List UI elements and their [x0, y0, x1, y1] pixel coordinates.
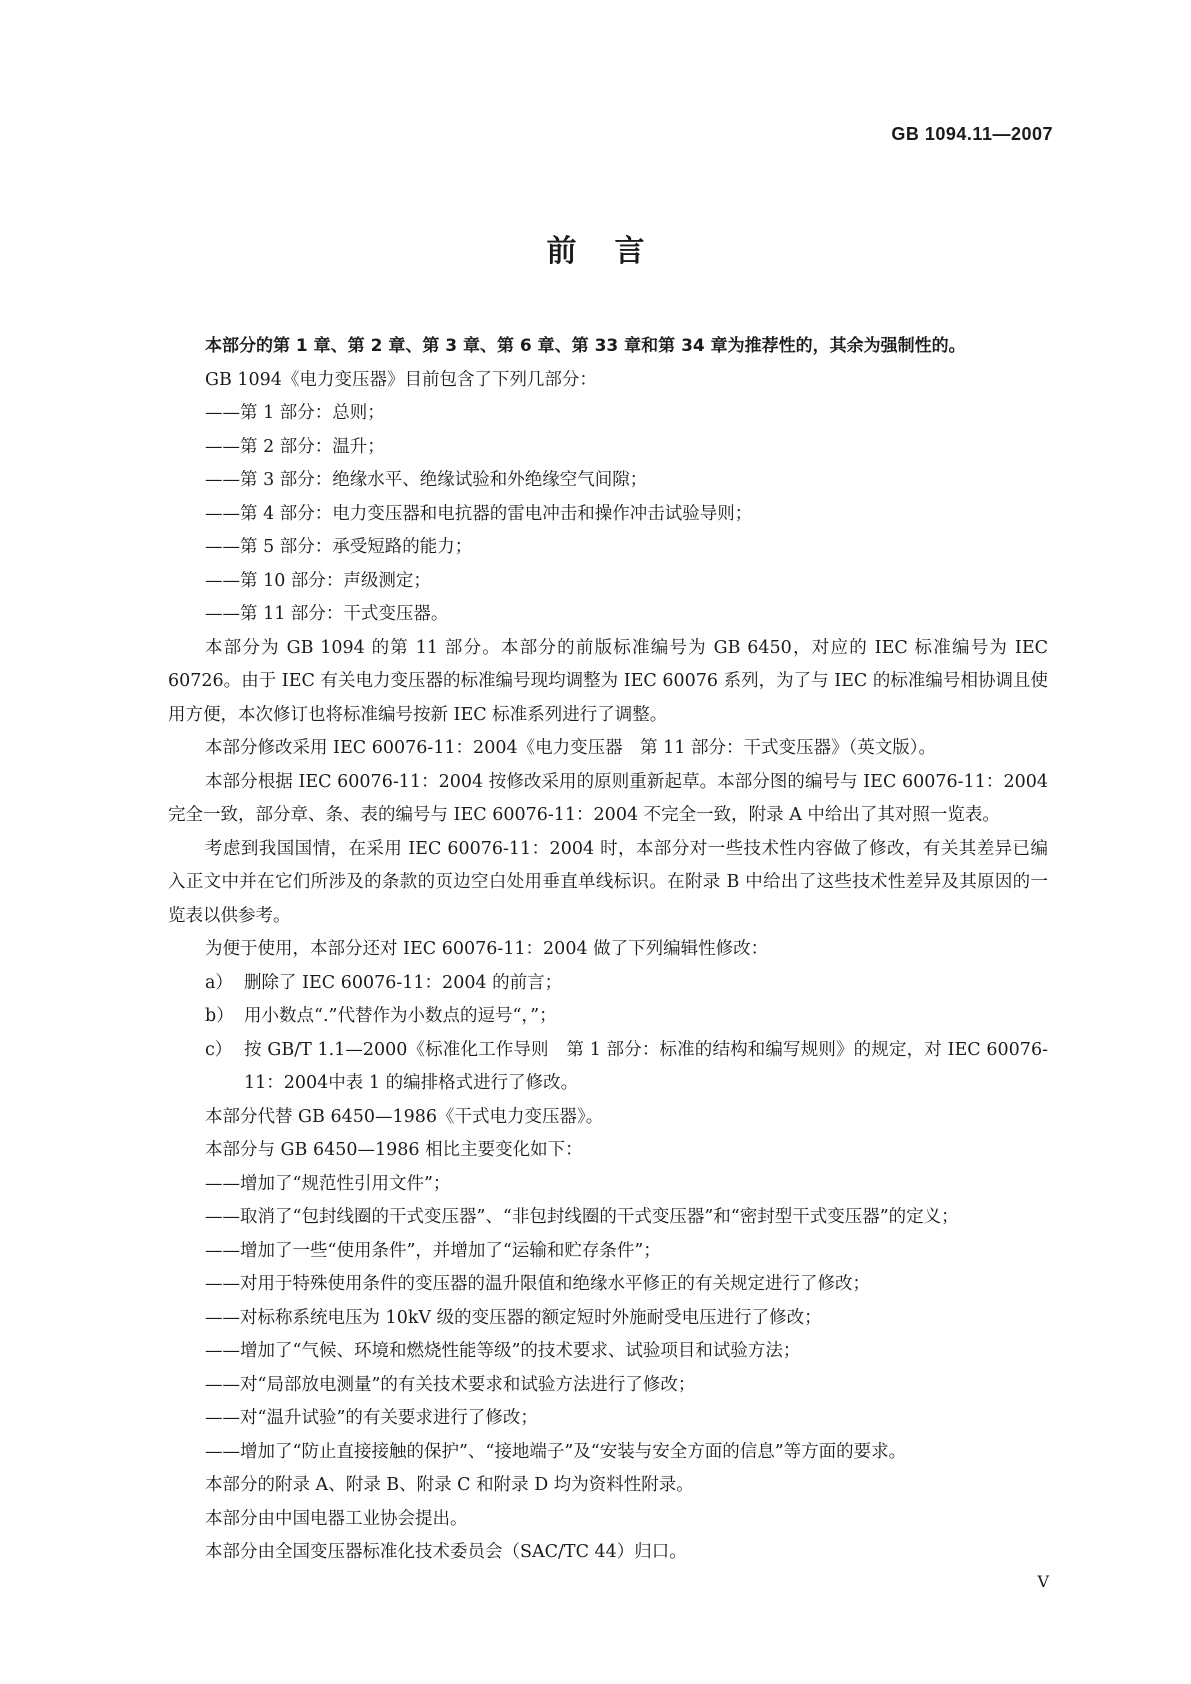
list-item: ——第 10 部分：声级测定； — [205, 570, 431, 591]
editorial-item — [168, 1034, 1048, 1101]
paragraph-annex: 本部分的附录 A、附录 B、附录 C 和附录 D 均为资料性附录。 — [205, 1475, 694, 1495]
list-item: ——增加了一些“使用条件”，并增加了“运输和贮存条件”； — [205, 1240, 661, 1261]
list-item: ——第 1 部分：总则； — [205, 403, 385, 423]
list-item: ——第 11 部分：干式变压器。 — [205, 604, 449, 624]
list-item: ——第 3 部分：绝缘水平、绝缘试验和外绝缘空气间隙； — [205, 470, 648, 490]
page-number: V — [1037, 1572, 1049, 1591]
document-number: GB 1094.11—2007 — [891, 124, 1053, 144]
paragraph-national: 考虑到我国国情，在采用 IEC 60076-11：2004 时，本部分对一些技术性内容做了修改，有关其差异已编入正文中并在它们所涉及的条款的页边空白处用垂直单线标识。在附录 B 中给出了这些技术性差异及其原因的一览表以供参考。 — [168, 838, 1048, 926]
list-item: ——增加了“防止直接接触的保护”、“接地端子”及“安装与安全方面的信息”等方面的要求。 — [205, 1441, 907, 1462]
paragraph-replace: 本部分代替 GB 6450—1986《干式电力变压器》。 — [205, 1106, 604, 1127]
parts-intro: GB 1094《电力变压器》目前包含了下列几部分： — [205, 369, 597, 390]
list-item: ——第 2 部分：温升； — [205, 436, 385, 457]
paragraph-part11: 本部分为 GB 1094 的第 11 部分。本部分的前版标准编号为 GB 6450，对应的 IEC 标准编号为 IEC 60726。由于 IEC 有关电力变压器的标准编号现均调整为 IEC 60076 系列，为了与 IEC 的标准编号相协调且使用方便，本次修订也将标准编号按新 IEC 标准系列进行了调整。 — [168, 637, 1048, 725]
page-title: 前言 — [546, 234, 683, 269]
changes-intro: 本部分与 GB 6450—1986 相比主要变化如下： — [205, 1140, 583, 1160]
list-item: ——对用于特殊使用条件的变压器的温升限值和绝缘水平修正的有关规定进行了修改； — [205, 1274, 870, 1294]
paragraph-redraft: 本部分根据 IEC 60076-11：2004 按修改采用的原则重新起草。本部分图的编号与 IEC 60076-11：2004 完全一致，部分章、条、表的编号与 IEC 60076-11：2004 不完全一致，附录 A 中给出了其对照一览表。 — [168, 771, 1048, 825]
list-item-text: 删除了 IEC 60076-11：2004 的前言； — [244, 972, 563, 993]
list-item-text: 用小数点“.”代替作为小数点的逗号“，”； — [244, 1006, 557, 1026]
list-marker: b） — [205, 1006, 234, 1026]
list-marker: a） — [205, 972, 233, 993]
list-item: ——增加了“规范性引用文件”； — [205, 1173, 451, 1194]
lead-paragraph: 本部分的第 1 章、第 2 章、第 3 章、第 6 章、第 33 章和第 34 章为推荐性的，其余为强制性的。 — [205, 336, 966, 356]
list-item: ——对“温升试验”的有关要求进行了修改； — [205, 1408, 538, 1428]
editorial-item — [168, 1000, 1048, 1034]
list-item: ——对标称系统电压为 10kV 级的变压器的额定短时外施耐受电压进行了修改； — [205, 1307, 822, 1328]
editorial-intro: 为便于使用，本部分还对 IEC 60076-11：2004 做了下列编辑性修改： — [205, 939, 769, 959]
editorial-item — [168, 967, 1048, 1001]
list-item: ——第 5 部分：承受短路的能力； — [205, 537, 473, 557]
list-item: ——增加了“气候、环境和燃烧性能等级”的技术要求、试验项目和试验方法； — [205, 1341, 801, 1361]
list-item: ——第 4 部分：电力变压器和电抗器的雷电冲击和操作冲击试验导则； — [205, 503, 753, 524]
list-item: ——对“局部放电测量”的有关技术要求和试验方法进行了修改； — [205, 1374, 696, 1395]
list-item: ——取消了“包封线圈的干式变压器”、“非包封线圈的干式变压器”和“密封型干式变压器”的定义； — [205, 1207, 959, 1227]
list-item-text: 按 GB/T 1.1—2000《标准化工作导则 第 1 部分：标准的结构和编写规则》的规定，对 IEC 60076-11：2004中表 1 的编排格式进行了修改。 — [244, 1039, 1048, 1093]
paragraph-proposed: 本部分由中国电器工业协会提出。 — [205, 1508, 468, 1529]
paragraph-adopt: 本部分修改采用 IEC 60076-11：2004《电力变压器 第 11 部分：干式变压器》（英文版）。 — [205, 738, 936, 758]
foreword-body — [168, 330, 1048, 1570]
list-marker: c） — [205, 1039, 233, 1060]
paragraph-central: 本部分由全国变压器标准化技术委员会（SAC/TC 44）归口。 — [205, 1542, 687, 1562]
